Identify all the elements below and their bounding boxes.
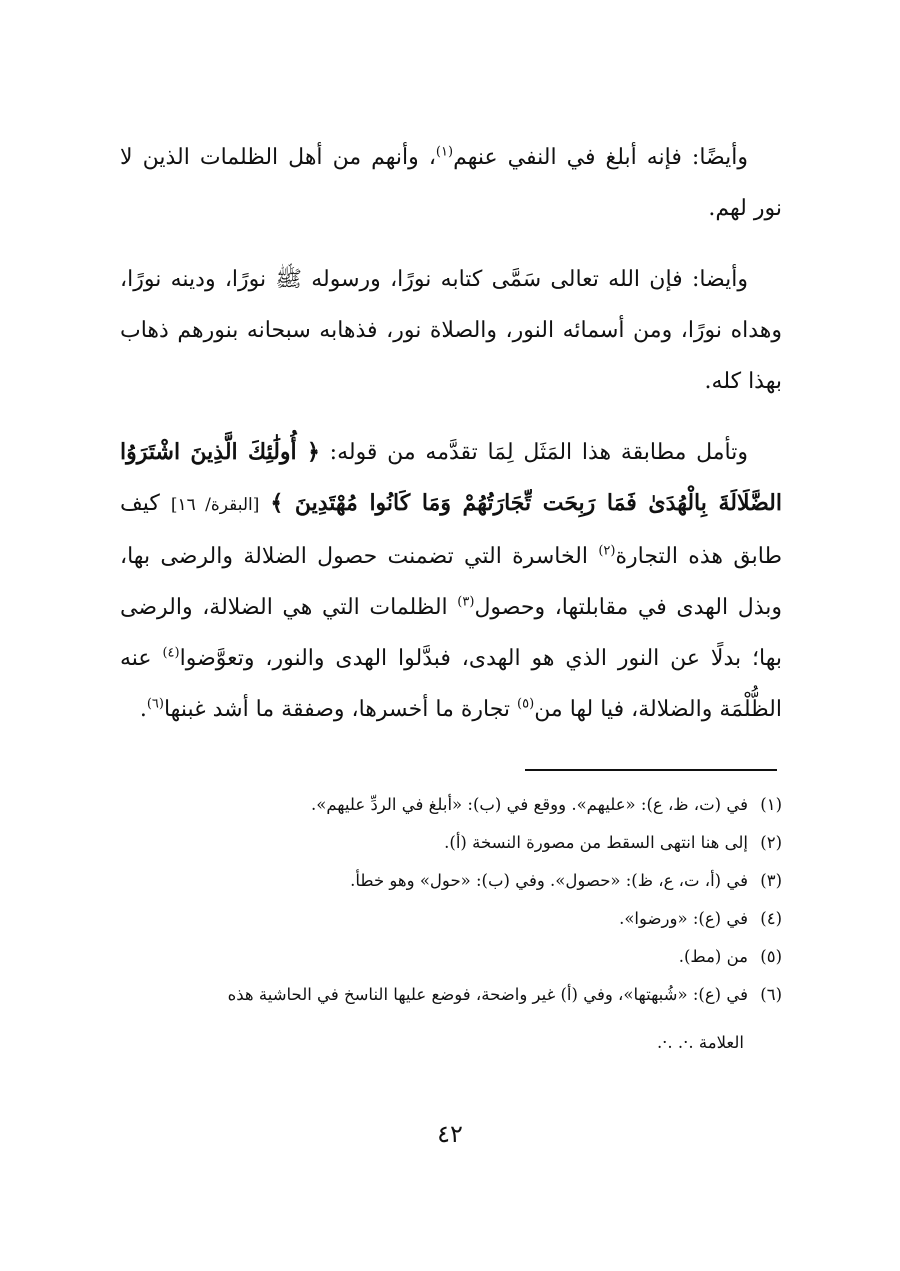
footnote-number: (٦) xyxy=(760,985,782,1004)
paragraph-3-part-a: وتأمل مطابقة هذا المَثَل لِمَا تقدَّمه من قوله: xyxy=(329,440,749,465)
paragraph-3-part-g: . xyxy=(139,697,147,722)
paragraph-3-part-c: الخاسرة التي تضمنت حصول الضلالة والرضى بها، وبذل الهدى في مقابلتها، وحصول xyxy=(120,544,782,620)
footnote-number: (٤) xyxy=(760,909,782,928)
footnote-text: إلى هنا انتهى السقط من مصورة النسخة (أ). xyxy=(444,833,748,852)
footnote-6 xyxy=(120,976,782,1014)
footnote-1 xyxy=(120,786,782,824)
paragraph-3-part-e: عنه الظُّلْمَة والضلالة، فيا لها من xyxy=(120,646,782,722)
paragraph-1 xyxy=(120,132,782,234)
paragraph-3-part-d: الظلمات التي هي الضلالة، والرضى بها؛ بدلًا عن النور الذي هو الهدى، فبدَّلوا الهدى والنور، وتعوَّضوا xyxy=(120,595,782,671)
footnote-text: من (مط). xyxy=(678,947,748,966)
footnote-marker-3: (٣) xyxy=(457,594,475,610)
footnote-marker-2: (٢) xyxy=(598,543,616,559)
footnote-marker-5: (٥) xyxy=(517,696,535,712)
paragraph-3-part-b: كيف طابق هذه التجارة xyxy=(120,491,783,569)
footnote-2 xyxy=(120,824,782,862)
footnote-marker-6: (٦) xyxy=(146,696,164,712)
footnote-number: (٢) xyxy=(760,833,782,852)
paragraph-1-part-b: ، وأنهم من أهل الظلمات الذين لا نور لهم. xyxy=(120,145,782,221)
footnote-text: في (ع): «شُبهتها»، وفي (أ) غير واضحة، فوضع عليها الناسخ في الحاشية هذه xyxy=(227,985,748,1004)
footnote-marker-1: (١) xyxy=(435,144,454,160)
footnote-number: (١) xyxy=(760,795,782,814)
paragraph-3-part-f: تجارة ما أخسرها، وصفقة ما أشد غبنها xyxy=(163,697,511,722)
paragraph-1-part-a: وأيضًا: فإنه أبلغ في النفي عنهم xyxy=(453,145,748,170)
paragraph-2 xyxy=(120,254,782,407)
footnote-text: في (ت، ظ، ع): «عليهم». ووقع في (ب): «أبلغ في الردِّ عليهم». xyxy=(310,795,748,814)
footnote-marker-4: (٤) xyxy=(162,645,180,661)
footnote-number: (٣) xyxy=(760,871,782,890)
footnote-3 xyxy=(120,862,782,900)
footnote-4 xyxy=(120,900,782,938)
verse-reference: [البقرة/ ١٦] xyxy=(170,495,260,515)
paragraph-2-text: وأيضا: فإن الله تعالى سَمَّى كتابه نورًا، ورسوله ﷺ نورًا، ودينه نورًا، وهداه نورًا، ومن أسمائه النور، والصلاة نور، فذهابه سبحانه بنورهم ذهاب بهذا كله. xyxy=(120,267,782,394)
quran-verse: ﴿ أُولَٰئِكَ الَّذِينَ اشْتَرَوُا الضَّلَالَةَ بِالْهُدَىٰ فَمَا رَبِحَت تِّجَارَتُهُمْ وَمَا كَانُوا مُهْتَدِينَ ﴾ xyxy=(120,439,782,516)
footnote-number: (٥) xyxy=(760,947,782,966)
main-text xyxy=(120,132,782,755)
footnote-6-continuation: العلامة .·. .·. xyxy=(656,1033,744,1052)
footnote-text: في (أ، ت، ع، ظ): «حصول». وفي (ب): «حول» وهو خطأ. xyxy=(350,871,748,890)
paragraph-3 xyxy=(120,427,782,735)
footnote-5 xyxy=(120,938,782,976)
footnote-text: في (ع): «ورضوا». xyxy=(619,909,748,928)
footnote-separator xyxy=(525,769,777,771)
page-number: ٤٢ xyxy=(437,1120,463,1148)
footnotes xyxy=(120,786,782,1062)
